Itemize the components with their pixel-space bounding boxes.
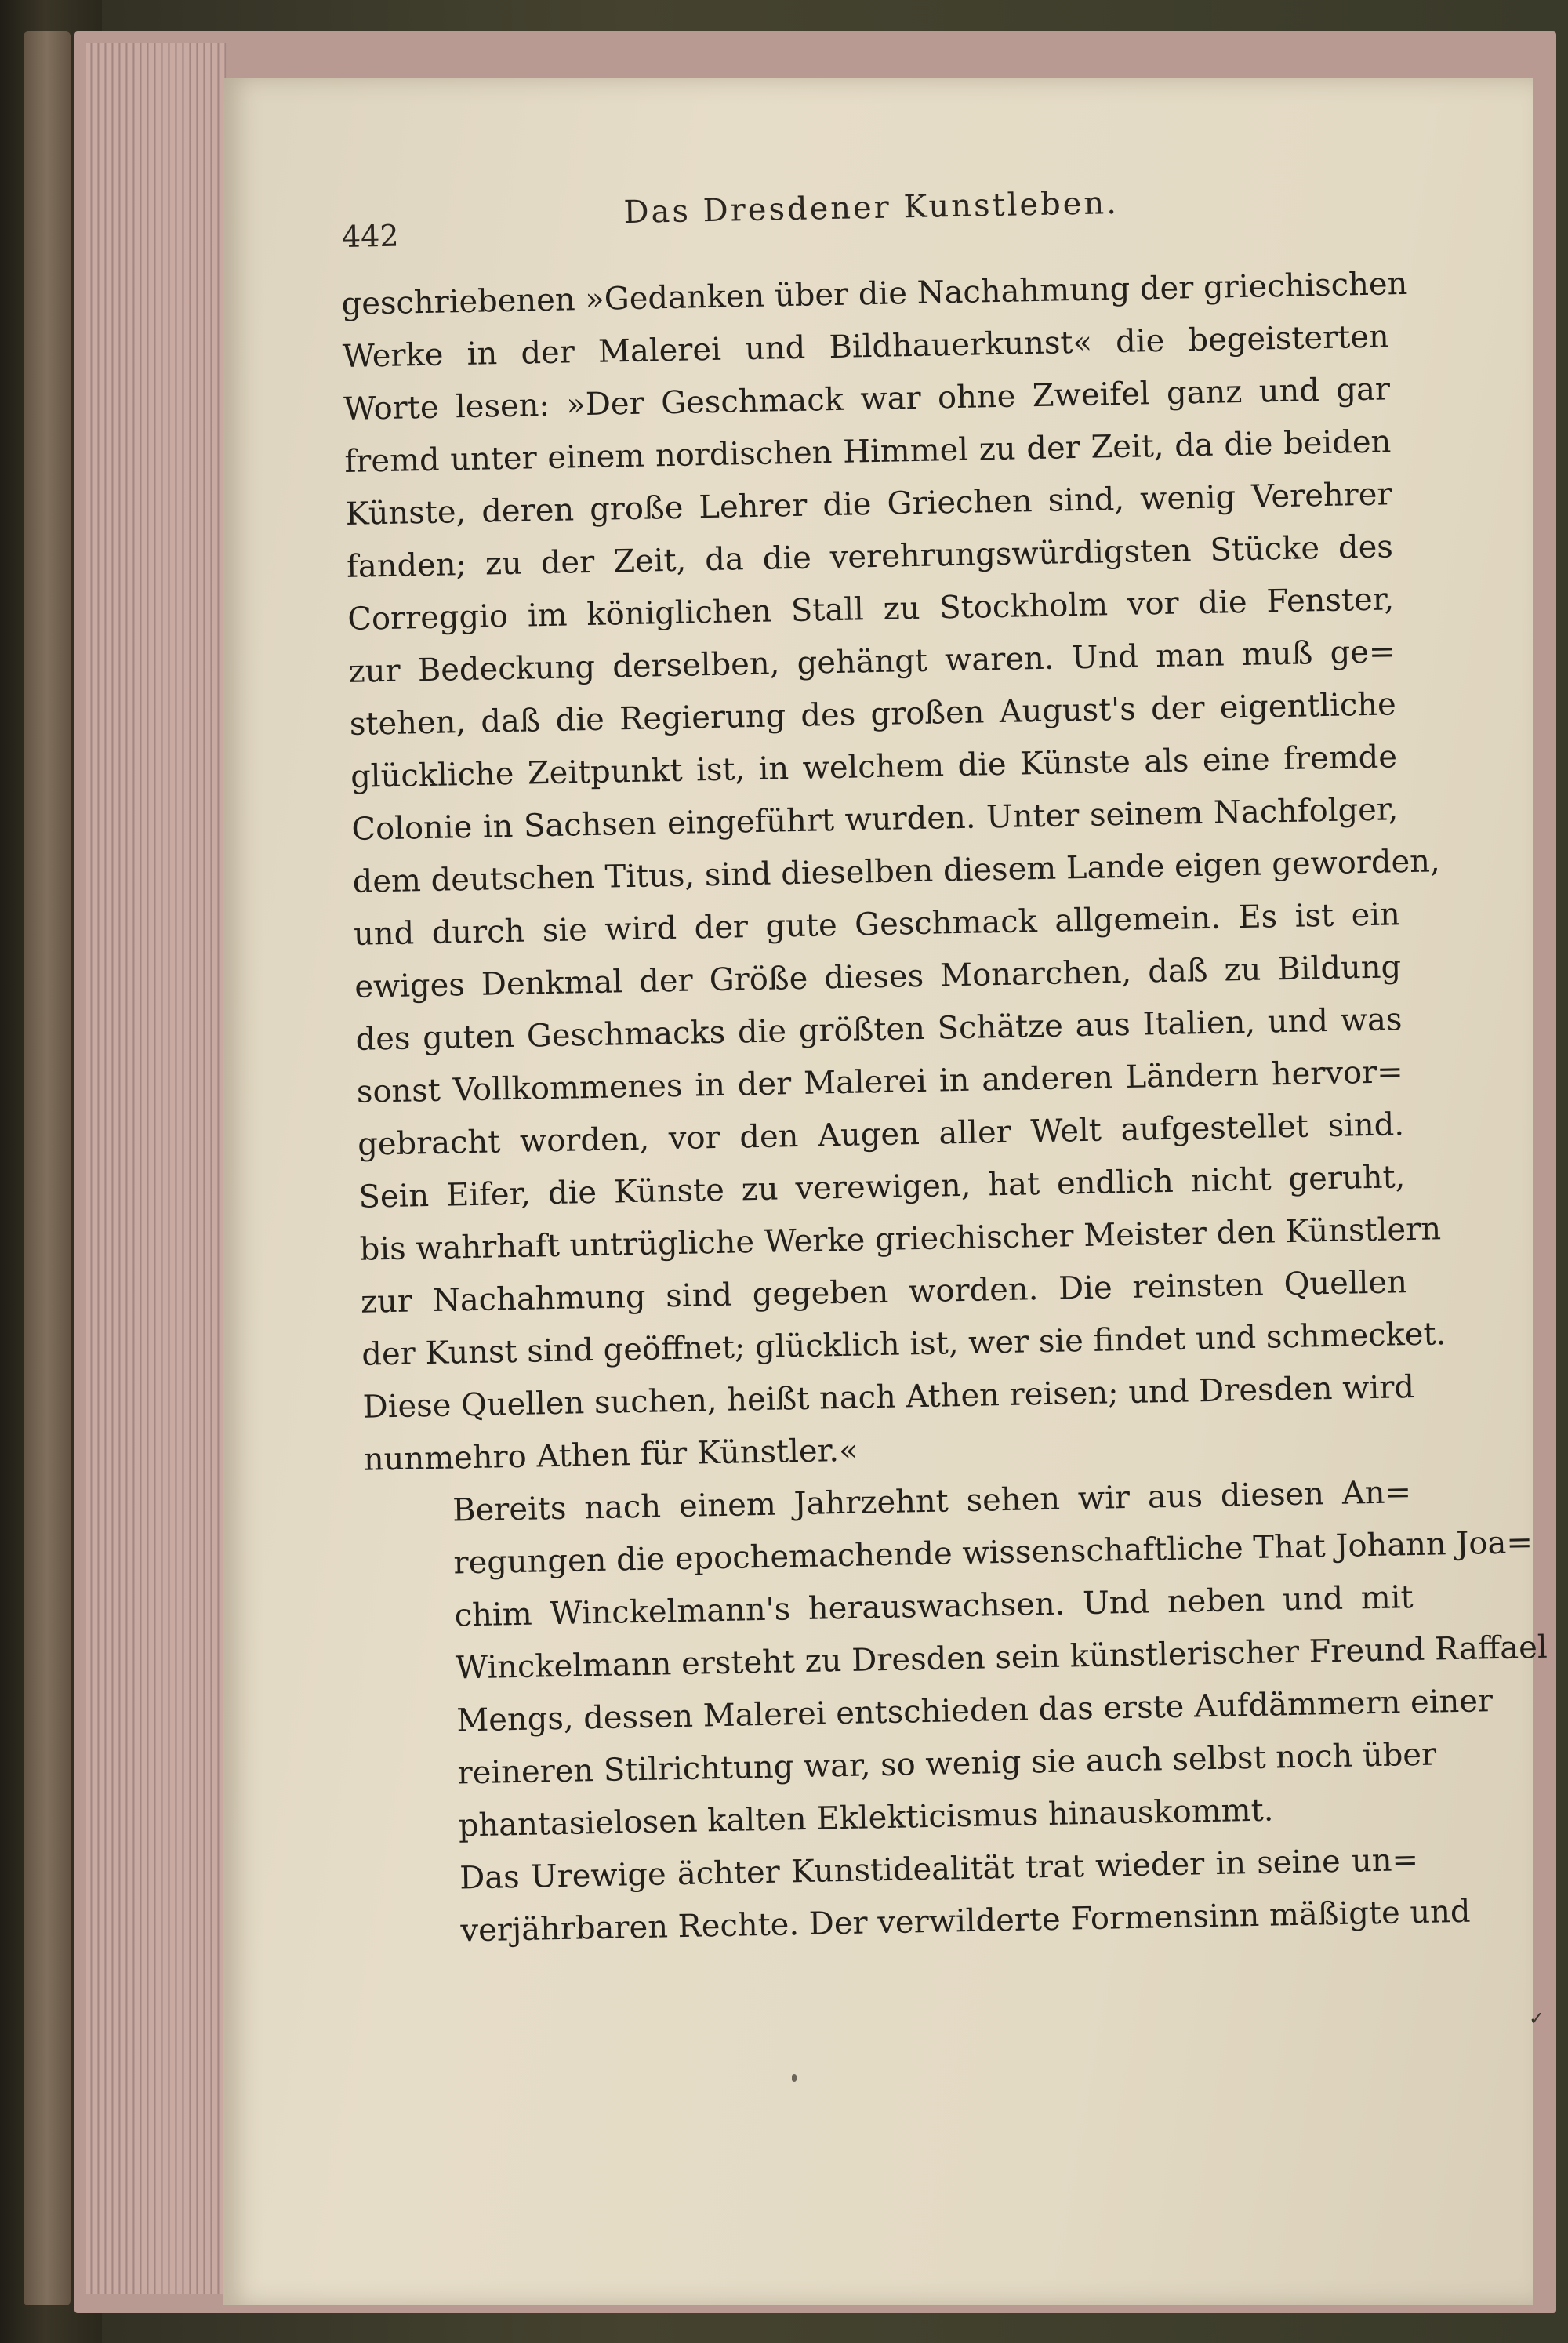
text-line: und durch sie wird der gute Geschmack allgemein. Es ist ein <box>353 896 1401 953</box>
paragraph <box>372 1834 1471 1960</box>
text-line: phantasielosen kalten Eklekticismus hinauskommt. <box>458 1792 1274 1844</box>
book-page <box>223 78 1548 2305</box>
text-line: zur Nachahmung sind gegeben worden. Die reinsten Quellen <box>360 1264 1408 1320</box>
stacked-page-edges <box>86 43 227 2294</box>
text-line: regungen die epochemachende wissenschaftliche That Johann Joa= <box>453 1524 1534 1582</box>
text-line: Mengs, dessen Malerei entschieden das erste Aufdämmern einer <box>456 1683 1494 1739</box>
text-line: Correggio im königlichen Stall zu Stockholm vor die Fenster, <box>347 581 1395 638</box>
text-line: Künste, deren große Lehrer die Griechen sind, wenig Verehrer <box>345 476 1392 532</box>
text-line: verjährbaren Rechte. Der verwilderte Formensinn mäßigte und <box>460 1893 1471 1949</box>
running-title: Das Dresdener Kunstleben. <box>623 184 1120 231</box>
text-line: Winckelmann ersteht zu Dresden sein künstlerischer Freund Raffael <box>455 1629 1548 1687</box>
text-line: zur Bedeckung derselben, gehängt waren. Und man muß ge= <box>348 634 1396 690</box>
page-header <box>341 175 1439 267</box>
text-line: gebracht worden, vor den Augen aller Welt aufgestellet sind. <box>357 1106 1405 1163</box>
page-number: 442 <box>341 218 399 254</box>
text-line: chim Winckelmann's herauswachsen. Und neben und mit <box>454 1579 1414 1634</box>
ink-speck <box>792 2074 797 2082</box>
text-line: Werke in der Malerei und Bildhauerkunst« die begeisterten <box>342 318 1390 375</box>
paragraph <box>365 1466 1548 1854</box>
text-line: Sein Eifer, die Künste zu verewigen, hat endlich nicht geruht, <box>358 1159 1406 1215</box>
text-line: Diese Quellen suchen, heißt nach Athen reisen; und Dresden wird <box>362 1368 1415 1426</box>
text-line: dem deutschen Titus, sind dieselben diesem Lande eigen geworden, <box>352 843 1441 900</box>
text-line: Worte lesen: »Der Geschmack war ohne Zweifel ganz und gar <box>343 371 1391 427</box>
text-line: nunmehro Athen für Künstler.« <box>363 1432 858 1478</box>
text-line: glückliche Zeitpunkt ist, in welchem die Künste als eine fremde <box>350 739 1398 795</box>
text-line: stehen, daß die Regierung des großen August's der eigentliche <box>349 686 1397 743</box>
text-line: des guten Geschmacks die größten Schätze aus Italien, und was <box>355 1001 1403 1058</box>
margin-mark: ✓ <box>1529 2007 1545 2029</box>
text-line: bis wahrhaft untrügliche Werke griechischer Meister den Künstlern <box>359 1211 1442 1268</box>
book-spine-edge <box>24 31 71 2305</box>
text-line: Das Urewige ächter Kunstidealität trat wieder in seine un= <box>459 1841 1419 1897</box>
text-line: geschriebenen »Gedanken über die Nachahmung der griechischen <box>341 265 1408 322</box>
text-line: sonst Vollkommenes in der Malerei in anderen Ländern hervor= <box>356 1054 1404 1110</box>
text-line: Colonie in Sachsen eingeführt wurden. Unter seinem Nachfolger, <box>351 791 1399 848</box>
text-line: reineren Stilrichtung war, so wenig sie auch selbst noch über <box>457 1736 1437 1792</box>
text-line: Bereits nach einem Jahrzehnt sehen wir aus diesen An= <box>452 1474 1412 1529</box>
paragraph <box>341 258 1446 1486</box>
text-line: fremd unter einem nordischen Himmel zu der Zeit, da die beiden <box>344 423 1392 480</box>
text-line: ewiges Denkmal der Größe dieses Monarchen, daß zu Bildung <box>354 949 1402 1005</box>
text-line: der Kunst sind geöffnet; glücklich ist, wer sie findet und schmecket. <box>361 1316 1446 1373</box>
body-text <box>341 258 1548 1959</box>
text-line: fanden; zu der Zeit, da die verehrungswürdigsten Stücke des <box>346 529 1394 585</box>
